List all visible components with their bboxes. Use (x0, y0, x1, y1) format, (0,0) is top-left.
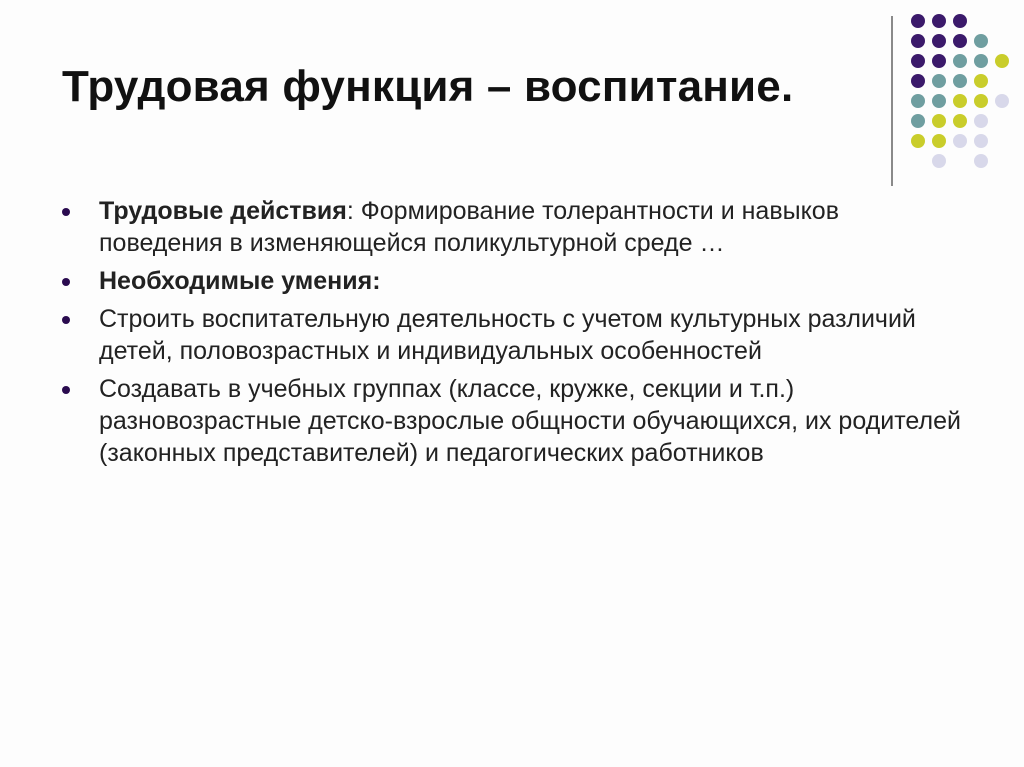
decor-dot (932, 34, 946, 48)
decor-dot (953, 14, 967, 28)
decor-dot (953, 134, 967, 148)
decor-dot (911, 74, 925, 88)
bullet-label: Необходимые умения: (99, 267, 381, 295)
decor-dot (953, 34, 967, 48)
decor-dot (995, 54, 1009, 68)
bullet-label: Трудовые действия (99, 197, 347, 225)
bullet-item (62, 303, 962, 367)
decor-dot (932, 74, 946, 88)
decor-dot (932, 14, 946, 28)
bullet-dot-icon (62, 316, 70, 324)
decor-dot (932, 54, 946, 68)
decor-dot (974, 74, 988, 88)
decor-dot (974, 54, 988, 68)
bullet-text: : Формирование толерантности и навыков поведения в изменяющейся поликультурной среде … (99, 197, 839, 257)
bullet-item (62, 265, 962, 297)
decor-dot (911, 34, 925, 48)
decor-dot (974, 114, 988, 128)
decor-dot (974, 94, 988, 108)
decor-dot (953, 114, 967, 128)
decor-dot (911, 14, 925, 28)
bullet-text: Строить воспитательную деятельность с учетом культурных различий детей, половозрастных и индивидуальных особенностей (99, 305, 916, 365)
decor-dot (911, 94, 925, 108)
bullet-item (62, 195, 962, 259)
decor-dot (932, 134, 946, 148)
bullet-item (62, 373, 962, 469)
decorative-dot-grid (906, 12, 1016, 162)
decor-dot (953, 94, 967, 108)
bullet-text: Создавать в учебных группах (классе, кружке, секции и т.п.) разновозрастные детско-взрослые общности обучающихся, их родителей (законных представителей) и педагогических работников (99, 375, 961, 467)
bullet-list (62, 195, 962, 475)
slide-title: Трудовая функция – воспитание. (62, 62, 794, 111)
decor-dot (932, 114, 946, 128)
decor-dot (974, 34, 988, 48)
decor-dot (974, 134, 988, 148)
decor-dot (953, 74, 967, 88)
decor-dot (974, 154, 988, 168)
decor-dot (932, 154, 946, 168)
bullet-dot-icon (62, 386, 70, 394)
decor-dot (932, 94, 946, 108)
bullet-dot-icon (62, 278, 70, 286)
decorative-divider-line (891, 16, 893, 186)
decor-dot (953, 54, 967, 68)
decor-dot (995, 94, 1009, 108)
decor-dot (911, 54, 925, 68)
decor-dot (911, 114, 925, 128)
bullet-dot-icon (62, 208, 70, 216)
decor-dot (911, 134, 925, 148)
